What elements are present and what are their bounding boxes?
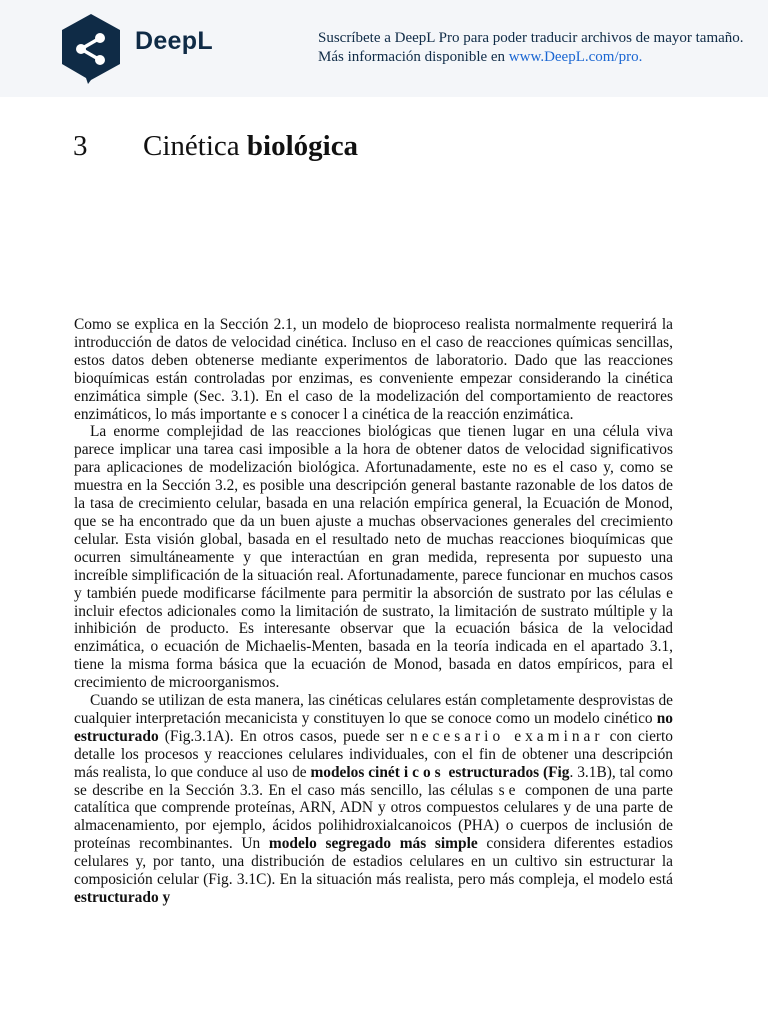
promo-line-1: Suscríbete a DeepL Pro para poder traducir archivos de mayor tamaño. [318, 30, 744, 46]
p3-spaced-se: se [498, 781, 520, 799]
deepl-logo-icon[interactable] [58, 12, 124, 86]
promo-line-2-prefix: Más información disponible en [318, 49, 509, 65]
p3-spaced-necesario: necesario examinar [410, 727, 604, 745]
chapter-number: 3 [73, 130, 88, 162]
p3-bold-modelos: modelos ciné [310, 763, 395, 781]
p3-bold-estructurados: estructurados (Fig [444, 763, 570, 781]
paragraph-2: La enorme complejidad de las reacciones biológicas que tienen lugar en una célula viva parece implicar una tarea casi imposible a la hora de obtener datos de velocidad significativos para aplicaciones de modelización biológica. Afortunadamente, este no es el caso y, como se muestra en la Sección 3.2, es posible una descripción general bastante razonable de los datos de la tasa de crecimiento celular, basada en una relación empírica general, la Ecuación de Monod, que se ha encontrado que da un buen ajuste a muchas observaciones generales del crecimiento celular. Esta visión global, basada en el resultado neto de muchas reacciones bioquímicas que ocurren simultáneamente y que interactúan en gran medida, representa por supuesto una increíble simplificación de la situación real. Afortunadamente, parece funcionar en muchos casos y también puede modificarse fácilmente para permitir la absorción de sustrato por las células e incluir efectos adicionales como la limitación de sustrato, la limitación de sustrato múltiple y la inhibición de producto. Es interesante observar que la ecuación básica de la velocidad enzimática, o ecuación de Michaelis-Menten, basada en la teoría indicada en el apartado 3.1, tiene la misma forma básica que la ecuación de Monod, basada en datos empíricos, para el crecimiento de microorganismos. [74, 423, 673, 692]
paragraph-3 [74, 692, 673, 907]
p3-bold-estructurado-y: estructurado y [74, 889, 171, 906]
deepl-pro-link[interactable]: www.DeepL.com/pro. [508, 49, 643, 65]
p3-text-k: componen de una parte catalítica que comprende proteínas, ARN, ADN y otros compuestos celulares y de una parte de almacenamiento, por ejemplo, ácidos polihidroxialcanoicos (PHA) o cuerpos de inclusión de proteínas recombinantes. Un [74, 781, 673, 853]
p3-text-c: (Fig.3.1A). En otros casos, puede ser [158, 727, 411, 745]
promo-text [318, 29, 768, 67]
chapter-body [74, 316, 673, 907]
deepl-promo-banner [0, 0, 768, 97]
paragraph-1: Como se explica en la Sección 2.1, un modelo de bioproceso realista normalmente requerirá la introducción de datos de velocidad cinética. Incluso en el caso de reacciones químicas sencillas, estos datos deben obtenerse mediante experimentos de laboratorio. Dado que las reacciones bioquímicas están controladas por enzimas, es conveniente empezar considerando la cinética enzimática simple (Sec. 3.1). En el caso de la modelización del comportamiento de reactores enzimáticos, lo más importante e s conocer l a cinética de la reacción enzimática. [74, 316, 673, 423]
p3-text-e: con cierto detalle los procesos y reacciones celulares individuales, con el fin de obtener una descripción más realista, lo que conduce al uso de [74, 727, 673, 781]
chapter-heading [73, 128, 358, 164]
p3-bold-no-estructurado: no estructurado [74, 709, 673, 745]
deepl-brand-name[interactable]: DeepL [135, 27, 213, 55]
p3-text-m: considera diferentes estadios celulares y, por tanto, una distribución de estadios celulares en un cultivo sin estructurar la composición celular (Fig. 3.1C). En la situación más realista, pero más compleja, el modelo está [74, 835, 673, 889]
chapter-title-bold: biológica [246, 130, 359, 162]
p3-text-a: Cuando se utilizan de esta manera, las cinéticas celulares están completamente desprovistas de cualquier interpretación mecanicista y constituyen lo que se conoce como un modelo cinético [74, 692, 673, 727]
promo-line-2 [318, 48, 768, 67]
p3-bold-spaced-ticos: ticos [394, 763, 445, 781]
p3-text-i: . 3.1B), tal como se describe en la Sección 3.3. En el caso más sencillo, las células [74, 763, 673, 799]
chapter-title-regular: Cinética [143, 130, 247, 162]
p3-bold-modelo-segregado: modelo segregado más simple [268, 835, 478, 853]
